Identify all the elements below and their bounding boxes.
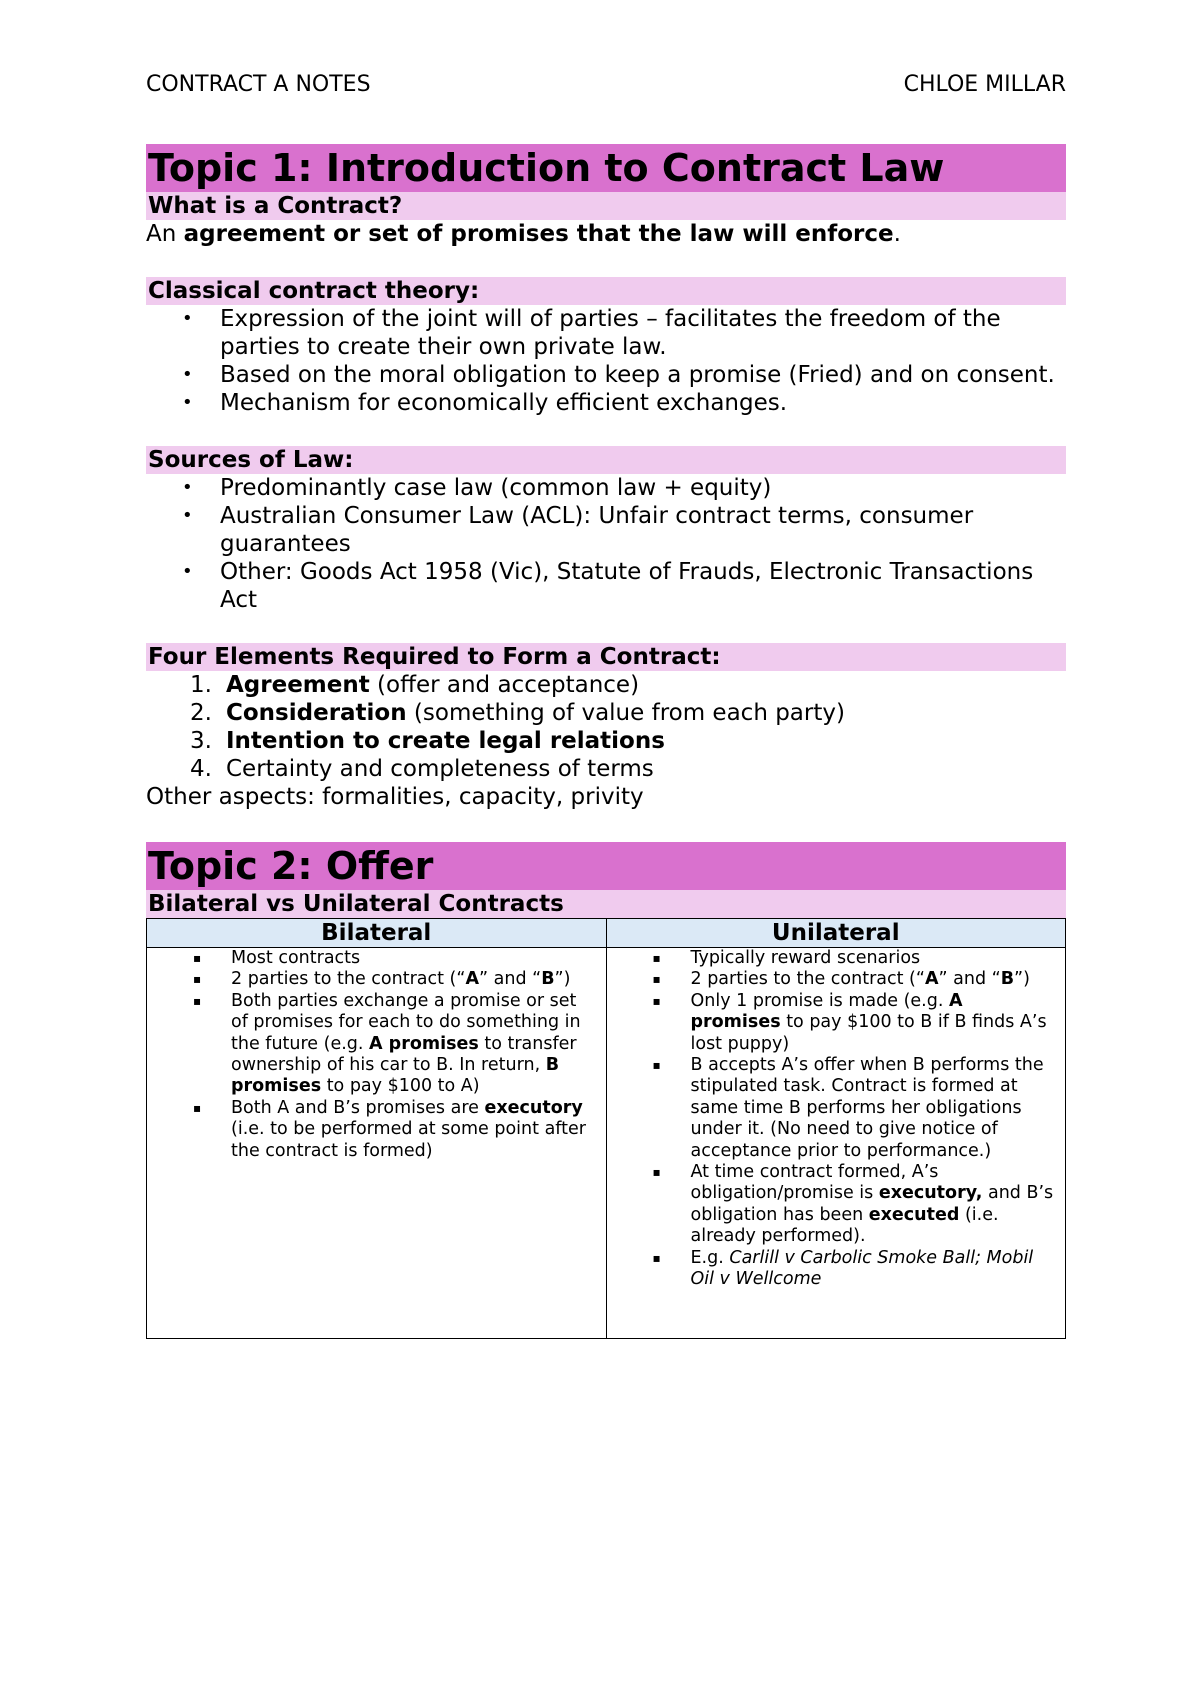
header-course-title: CONTRACT A NOTES	[146, 72, 371, 97]
what-is-contract-heading: What is a Contract?	[146, 192, 1066, 220]
list-item: 2. Consideration (something of value from each party)	[190, 700, 845, 726]
list-item: 4. Certainty and completeness of terms	[190, 756, 654, 782]
classical-theory-list	[146, 305, 1066, 417]
contracts-comparison-table	[146, 918, 1066, 1339]
list-item: ▪ Both parties exchange a promise or set of promises for each to do something in the future (e.g. A promises to transfer ownership of his car to B. In return, B promises to pay $100 to A)	[147, 991, 606, 1098]
list-item: ▪ At time contract formed, A’s obligation/promise is executory, and B’s obligation has been executed (i.e. already performed).	[607, 1162, 1066, 1248]
definition-pre: An	[146, 221, 184, 247]
bilateral-unilateral-heading: Bilateral vs Unilateral Contracts	[146, 890, 1066, 918]
definition-bold: agreement or set of promises that the law will enforce	[183, 221, 894, 247]
list-item: • Other: Goods Act 1958 (Vic), Statute of Frauds, Electronic Transactions Act	[146, 558, 1066, 614]
list-item: 3. Intention to create legal relations	[190, 728, 665, 754]
sources-of-law-list	[146, 474, 1066, 614]
list-item: • Predominantly case law (common law + equity)	[146, 474, 1066, 502]
list-item: ▪ Typically reward scenarios	[607, 948, 1066, 969]
list-item: ▪ Only 1 promise is made (e.g. A promises to pay $100 to B if B finds A’s lost puppy)	[607, 991, 1066, 1055]
unilateral-cell	[606, 948, 1066, 1339]
list-item: • Mechanism for economically efficient exchanges.	[146, 389, 1066, 417]
list-item: • Based on the moral obligation to keep a promise (Fried) and on consent.	[146, 361, 1066, 389]
contract-definition	[146, 220, 1066, 248]
column-header-bilateral: Bilateral	[147, 919, 607, 948]
header-author-name: CHLOE MILLAR	[903, 72, 1066, 97]
topic-2-title: Topic 2: Offer	[146, 842, 1066, 890]
list-item: ▪ 2 parties to the contract (“A” and “B”)	[607, 969, 1066, 990]
bilateral-cell	[147, 948, 607, 1339]
four-elements-heading: Four Elements Required to Form a Contract:	[146, 643, 1066, 671]
topic-1-title: Topic 1: Introduction to Contract Law	[146, 144, 1066, 192]
page-content	[146, 144, 1066, 1339]
definition-post: .	[893, 221, 901, 247]
list-item: ▪ 2 parties to the contract (“A” and “B”)	[147, 969, 606, 990]
list-item: • Australian Consumer Law (ACL): Unfair contract terms, consumer guarantees	[146, 502, 1066, 558]
column-header-unilateral: Unilateral	[606, 919, 1066, 948]
list-item: 1. Agreement (offer and acceptance)	[190, 672, 640, 698]
list-item: ▪ Most contracts	[147, 948, 606, 969]
list-item: • Expression of the joint will of parties – facilitates the freedom of the parties to create their own private law.	[146, 305, 1066, 361]
list-item: ▪ Both A and B’s promises are executory (i.e. to be performed at some point after the contract is formed)	[147, 1098, 606, 1162]
list-item: ▪ E.g. Carlill v Carbolic Smoke Ball; Mobil Oil v Wellcome	[607, 1248, 1066, 1291]
list-item: ▪ B accepts A’s offer when B performs the stipulated task. Contract is formed at same time B performs her obligations under it. (No need to give notice of acceptance prior to performance.)	[607, 1055, 1066, 1162]
other-aspects: Other aspects: formalities, capacity, privity	[146, 784, 644, 810]
four-elements-list	[146, 671, 1066, 783]
sources-of-law-heading: Sources of Law:	[146, 446, 1066, 474]
classical-theory-heading: Classical contract theory:	[146, 277, 1066, 305]
